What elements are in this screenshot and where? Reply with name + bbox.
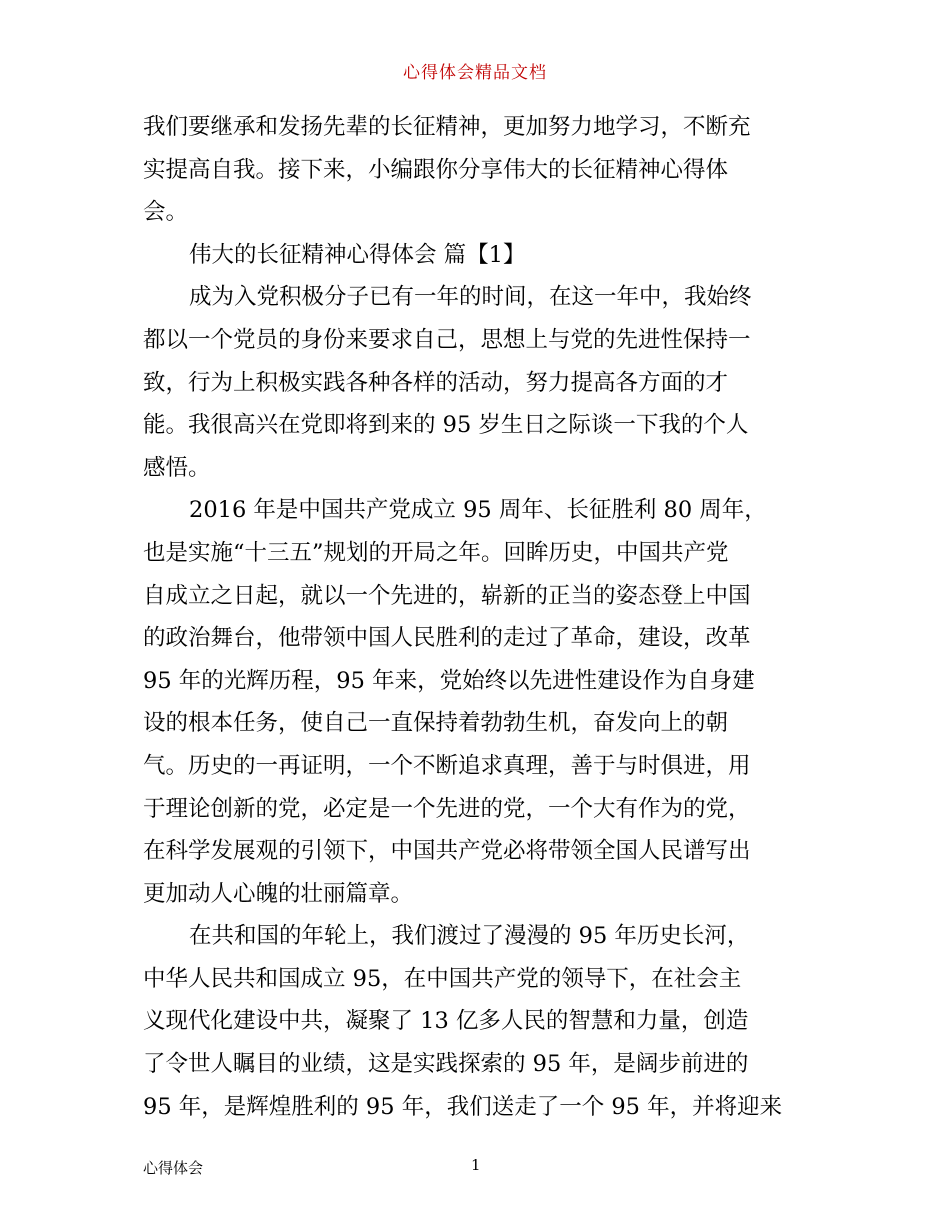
body-line: 致，行为上积极实践各种各样的活动，努力提高各方面的才 bbox=[143, 369, 729, 396]
body-line: 实提高自我。接下来，小编跟你分享伟大的长征精神心得体 bbox=[143, 156, 729, 183]
body-line: 95 年，是辉煌胜利的 95 年，我们送走了一个 95 年，并将迎来 bbox=[143, 1093, 783, 1120]
body-line: 2016 年是中国共产党成立 95 周年、长征胜利 80 周年， bbox=[189, 497, 767, 524]
body-line: 于理论创新的党，必定是一个先进的党，一个大有作为的党， bbox=[143, 795, 751, 822]
body-line: 在科学发展观的引领下，中国共产党必将带领全国人民谱写出 bbox=[143, 838, 751, 865]
body-line: 95 年的光辉历程，95 年来，党始终以先进性建设作为自身建 bbox=[143, 667, 755, 694]
body-line: 会。 bbox=[143, 199, 189, 226]
body-line: 在共和国的年轮上，我们渡过了漫漫的 95 年历史长河， bbox=[189, 923, 750, 950]
body-line: 更加动人心魄的壮丽篇章。 bbox=[143, 880, 414, 907]
body-line: 中华人民共和国成立 95，在中国共产党的领导下，在社会主 bbox=[143, 965, 742, 992]
body-line: 成为入党积极分子已有一年的时间，在这一年中，我始终 bbox=[189, 284, 752, 311]
body-line: 能。我很高兴在党即将到来的 95 岁生日之际谈一下我的个人 bbox=[143, 412, 749, 439]
body-line: 也是实施“十三五”规划的开局之年。回眸历史，中国共产党 bbox=[143, 539, 729, 566]
body-line: 气。历史的一再证明，一个不断追求真理，善于与时俱进，用 bbox=[143, 752, 751, 779]
body-line: 设的根本任务，使自己一直保持着勃勃生机，奋发向上的朝 bbox=[143, 710, 729, 737]
body-line: 我们要继承和发扬先辈的长征精神，更加努力地学习，不断充 bbox=[143, 114, 751, 140]
page-number: 1 bbox=[471, 1156, 481, 1174]
body-line: 的政治舞台，他带领中国人民胜利的走过了革命，建设，改革 bbox=[143, 625, 751, 652]
body-line: 自成立之日起，就以一个先进的，崭新的正当的姿态登上中国 bbox=[143, 582, 751, 609]
body-line: 感悟。 bbox=[143, 454, 211, 481]
footer-label: 心得体会 bbox=[143, 1159, 204, 1177]
document-header-title: 心得体会精品文档 bbox=[403, 63, 547, 83]
body-line: 都以一个党员的身份来要求自己，思想上与党的先进性保持一 bbox=[143, 326, 751, 353]
section-heading: 伟大的长征精神心得体会 篇【1】 bbox=[189, 241, 526, 268]
document-body bbox=[143, 106, 811, 1128]
body-line: 了令世人瞩目的业绩，这是实践探索的 95 年，是阔步前进的 bbox=[143, 1051, 749, 1078]
body-line: 义现代化建设中共，凝聚了 13 亿多人民的智慧和力量，创造 bbox=[143, 1008, 749, 1035]
